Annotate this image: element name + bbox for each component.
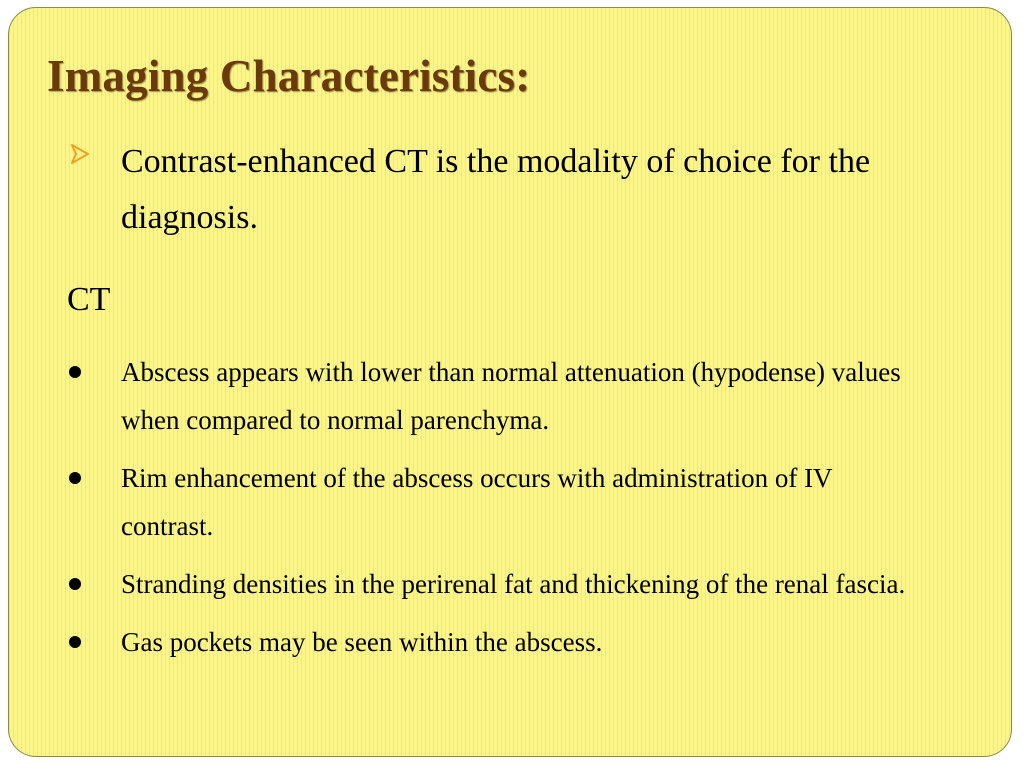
lead-bullet-text: Contrast-enhanced CT is the modality of choice for the diagnosis. xyxy=(121,143,871,236)
slide-title: Imaging Characteristics: xyxy=(47,51,531,101)
list-item xyxy=(67,560,967,608)
list-item xyxy=(67,454,967,550)
list-item-text: Rim enhancement of the abscess occurs with administration of IV contrast. xyxy=(121,463,833,541)
slide xyxy=(8,7,1012,757)
list-item-text: Gas pockets may be seen within the abscess. xyxy=(121,627,603,657)
list-item xyxy=(67,348,967,444)
bullet-dot-icon xyxy=(69,366,81,378)
list-item-text: Abscess appears with lower than normal attenuation (hypodense) values when compared to normal parenchyma. xyxy=(121,357,901,435)
bullet-dot-icon xyxy=(69,578,81,590)
list-item xyxy=(67,618,967,666)
list-item-text: Stranding densities in the perirenal fat and thickening of the renal fascia. xyxy=(121,569,906,599)
arrow-right-icon xyxy=(71,144,89,164)
section-heading: CT xyxy=(67,281,111,318)
bullet-dot-icon xyxy=(69,636,81,648)
bullet-list xyxy=(67,348,967,676)
bullet-dot-icon xyxy=(69,472,81,484)
